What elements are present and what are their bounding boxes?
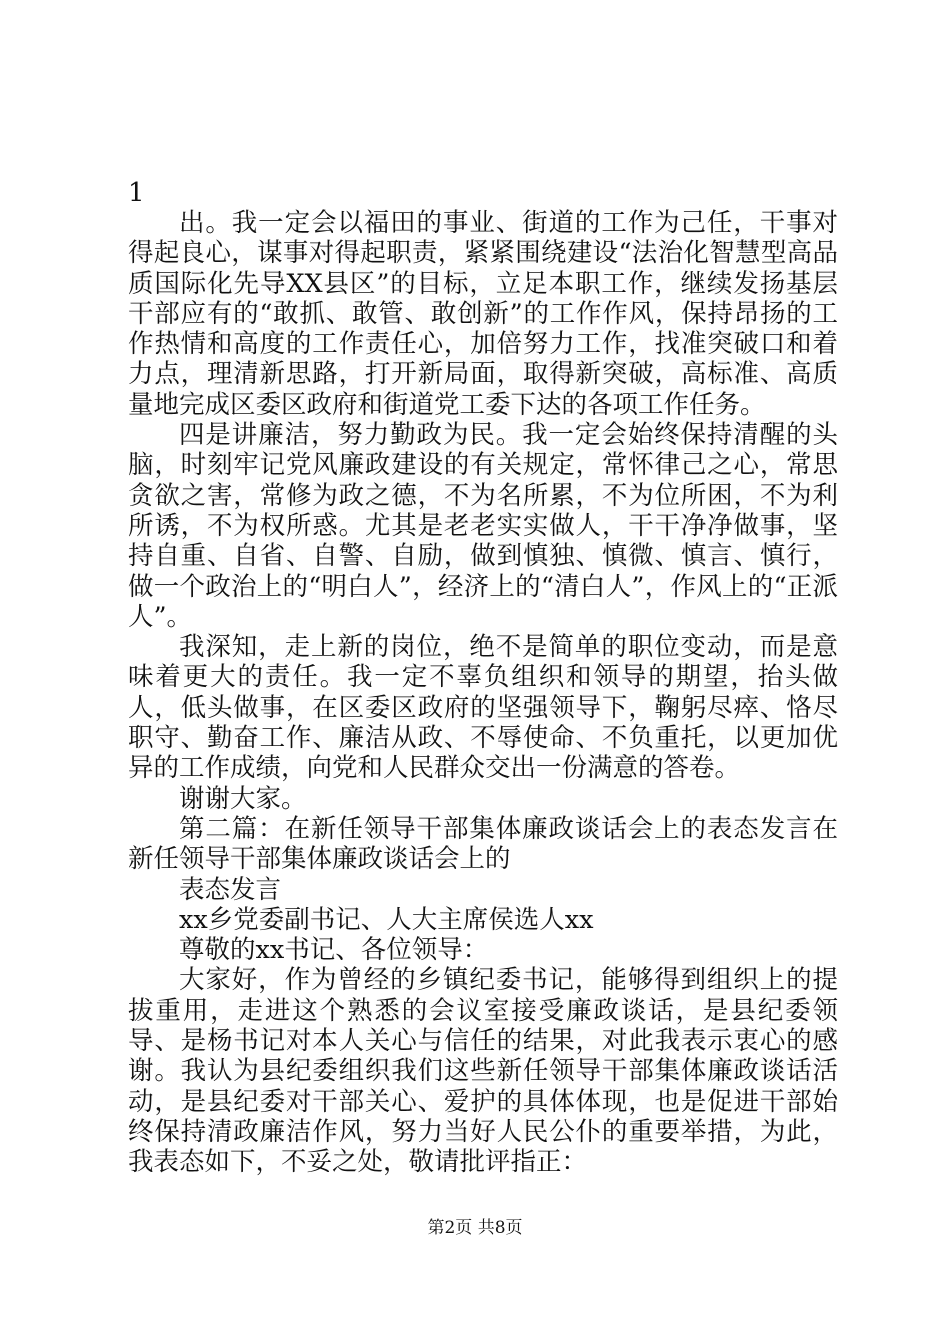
paragraph-6-subheading: 表态发言: [179, 874, 282, 905]
paragraph-4: 谢谢大家。: [179, 783, 307, 814]
page-top-number: 1: [128, 178, 145, 208]
paragraph-3: 我深知，走上新的岗位，绝不是简单的职位变动，而是意味着更大的责任。我一定不辜负组织和领导的期望，抬头做人，低头做事，在区委区政府的坚强领导下，鞠躬尽瘁、恪尽职守、勤奋工作、廉洁从政、不辱使命、不负重托，以更加优异的工作成绩，向党和人民群众交出一份满意的答卷。: [128, 632, 838, 784]
page-footer: 第2页 共8页: [427, 1218, 523, 1238]
paragraph-2: 四是讲廉洁，努力勤政为民。我一定会始终保持清醒的头脑，时刻牢记党风廉政建设的有关规定，常怀律己之心，常思贪欲之害，常修为政之德，不为名所累，不为位所困，不为利所诱，不为权所惑。尤其是老老实实做人，干干净净做事，坚持自重、自省、自警、自励，做到慎独、慎微、慎言、慎行，做一个政治上的“明白人”，经济上的“清白人”，作风上的“正派人”。: [128, 420, 838, 632]
paragraph-7-author: xx乡党委副书记、人大主席侯选人xx: [179, 904, 594, 935]
paragraph-1: 出。我一定会以福田的事业、街道的工作为己任，干事对得起良心，谋事对得起职责，紧紧围绕建设“法治化智慧型高品质国际化先导XX县区”的目标，立足本职工作，继续发扬基层干部应有的“敢抓、敢管、敢创新”的工作作风，保持昂扬的工作热情和高度的工作责任心，加倍努力工作，找准突破口和着力点，理清新思路，打开新局面，取得新突破，高标准、高质量地完成区委区政府和街道党工委下达的各项工作任务。: [128, 208, 838, 420]
paragraph-8-salutation: 尊敬的xx书记、各位领导：: [179, 935, 489, 966]
paragraph-5-heading: 第二篇：在新任领导干部集体廉政谈话会上的表态发言在新任领导干部集体廉政谈话会上的: [128, 813, 838, 875]
paragraph-9: 大家好，作为曾经的乡镇纪委书记，能够得到组织上的提拔重用，走进这个熟悉的会议室接受廉政谈话，是县纪委领导、是杨书记对本人关心与信任的结果，对此我表示衷心的感谢。我认为县纪委组织我们这些新任领导干部集体廉政谈话活动，是县纪委对干部关心、爱护的具体体现，也是促进干部始终保持清政廉洁作风，努力当好人民公仆的重要举措，为此，我表态如下，不妥之处，敬请批评指正：: [128, 965, 838, 1178]
document-body: [128, 208, 838, 1178]
